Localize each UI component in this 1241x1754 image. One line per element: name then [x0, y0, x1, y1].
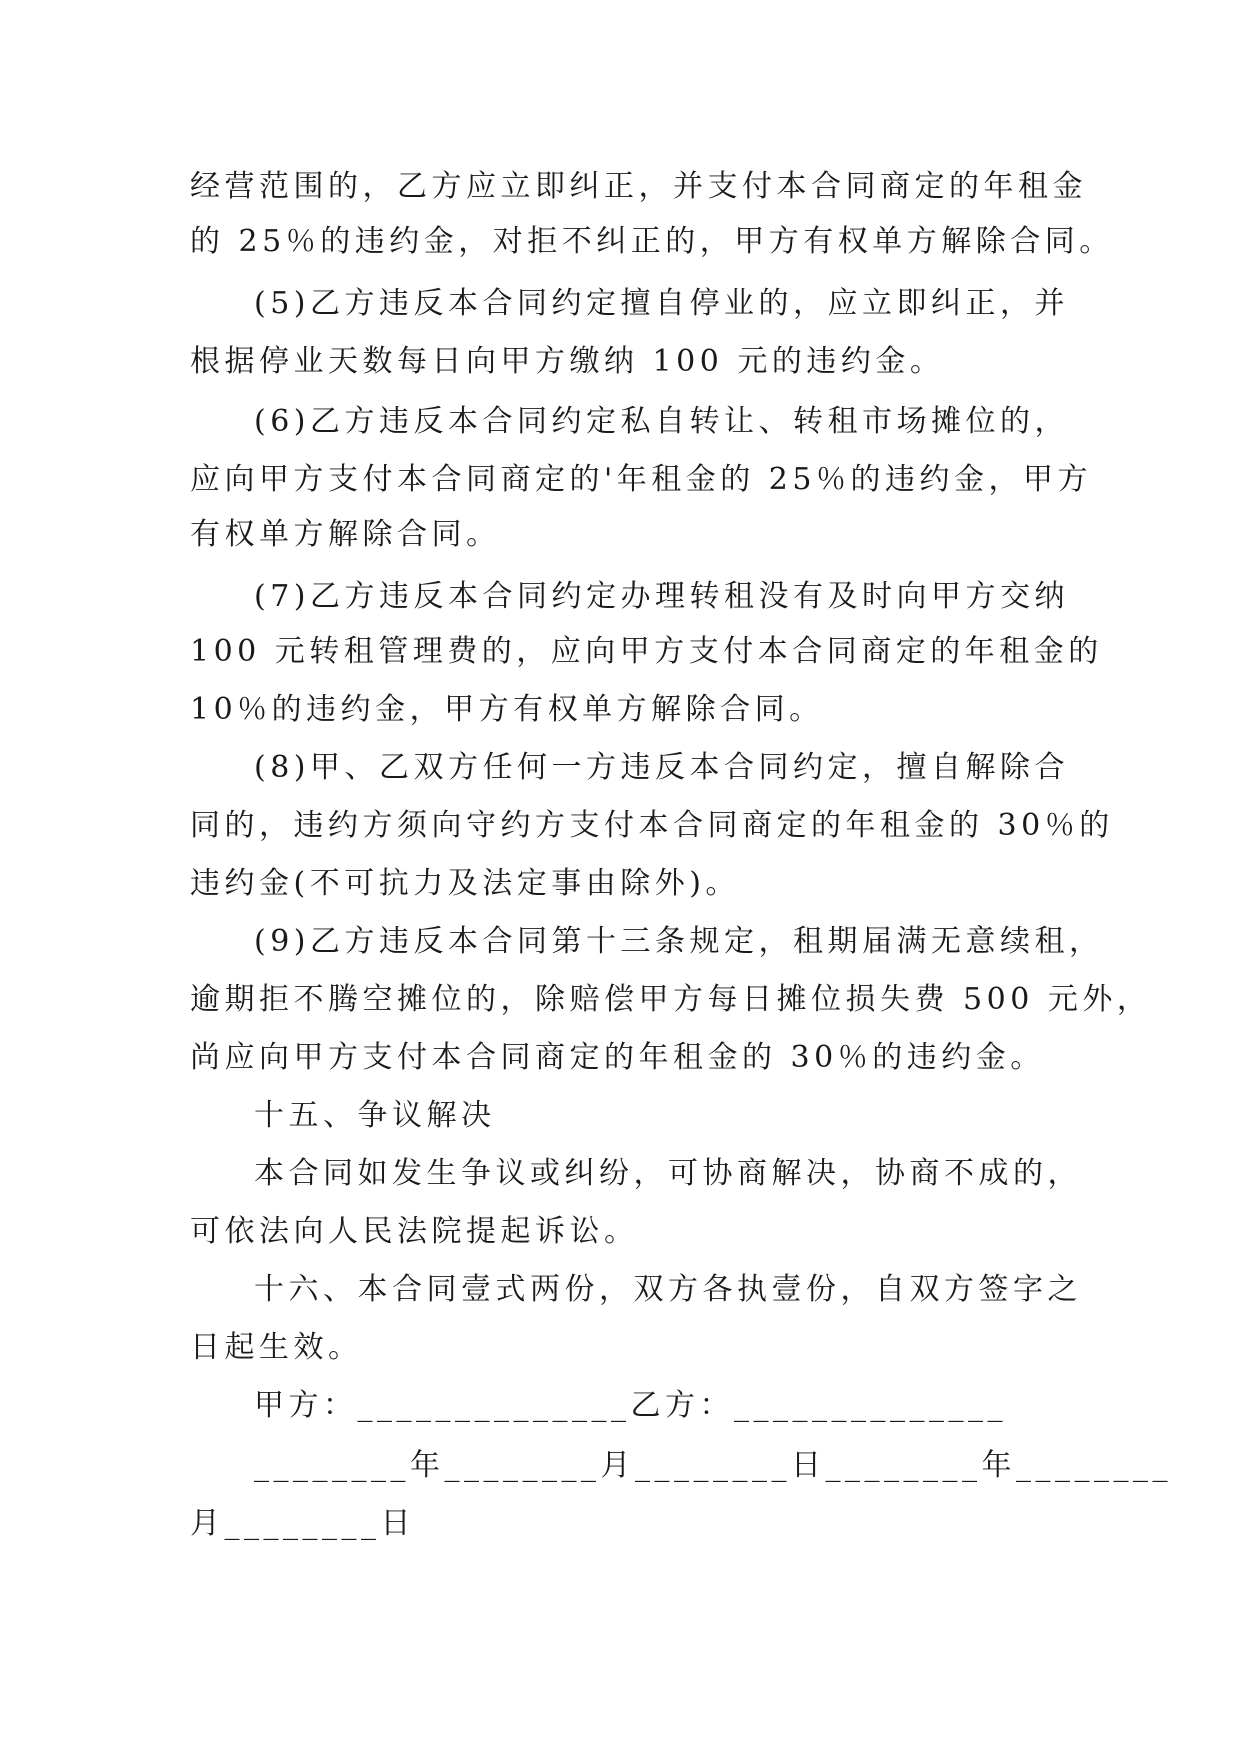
section-15-line-2: 可依法向人民法院提起诉讼。: [190, 1214, 639, 1249]
clause-9-line-2: 逾期拒不腾空摊位的，除赔偿甲方每日摊位损失费 500 元外，: [190, 982, 1152, 1017]
text-line-2: 的 25％的违约金，对拒不纠正的，甲方有权单方解除合同。: [190, 224, 1114, 259]
clause-7-line-3: 10％的违约金，甲方有权单方解除合同。: [190, 692, 824, 727]
section-15-heading: 十五、争议解决: [254, 1098, 496, 1133]
clause-6-line-1: (6)乙方违反本合同约定私自转让、转租市场摊位的，: [254, 404, 1069, 439]
clause-8-line-1: (8)甲、乙双方任何一方违反本合同约定，擅自解除合: [254, 750, 1069, 785]
clause-6-line-3: 有权单方解除合同。: [190, 517, 501, 552]
clause-9-line-3: 尚应向甲方支付本合同商定的年租金的 30％的违约金。: [190, 1040, 1045, 1075]
section-16-line-2: 日起生效。: [190, 1330, 363, 1365]
clause-8-line-2: 同的，违约方须向守约方支付本合同商定的年租金的 30％的: [190, 808, 1114, 843]
section-15-line-1: 本合同如发生争议或纠纷，可协商解决，协商不成的，: [254, 1156, 1082, 1191]
clause-5-line-1: (5)乙方违反本合同约定擅自停业的，应立即纠正，并: [254, 286, 1069, 321]
date-line-2: 月________日: [190, 1506, 415, 1541]
clause-8-line-3: 违约金(不可抗力及法定事由除外)。: [190, 866, 740, 901]
section-16-line-1: 十六、本合同壹式两份，双方各执壹份，自双方签字之: [254, 1272, 1082, 1307]
text-line-1: 经营范围的，乙方应立即纠正，并支付本合同商定的年租金: [190, 169, 1087, 204]
clause-6-line-2: 应向甲方支付本合同商定的'年租金的 25％的违约金，甲方: [190, 462, 1092, 497]
clause-5-line-2: 根据停业天数每日向甲方缴纳 100 元的违约金。: [190, 344, 945, 379]
clause-7-line-1: (7)乙方违反本合同约定办理转租没有及时向甲方交纳: [254, 579, 1069, 614]
clause-9-line-1: (9)乙方违反本合同第十三条规定，租期届满无意续租，: [254, 924, 1104, 959]
signature-line: 甲方：______________乙方：______________: [254, 1388, 1007, 1423]
clause-7-line-2: 100 元转租管理费的，应向甲方支付本合同商定的年租金的: [190, 634, 1103, 669]
date-line-1: ________年________月________日________年________: [254, 1448, 1172, 1483]
